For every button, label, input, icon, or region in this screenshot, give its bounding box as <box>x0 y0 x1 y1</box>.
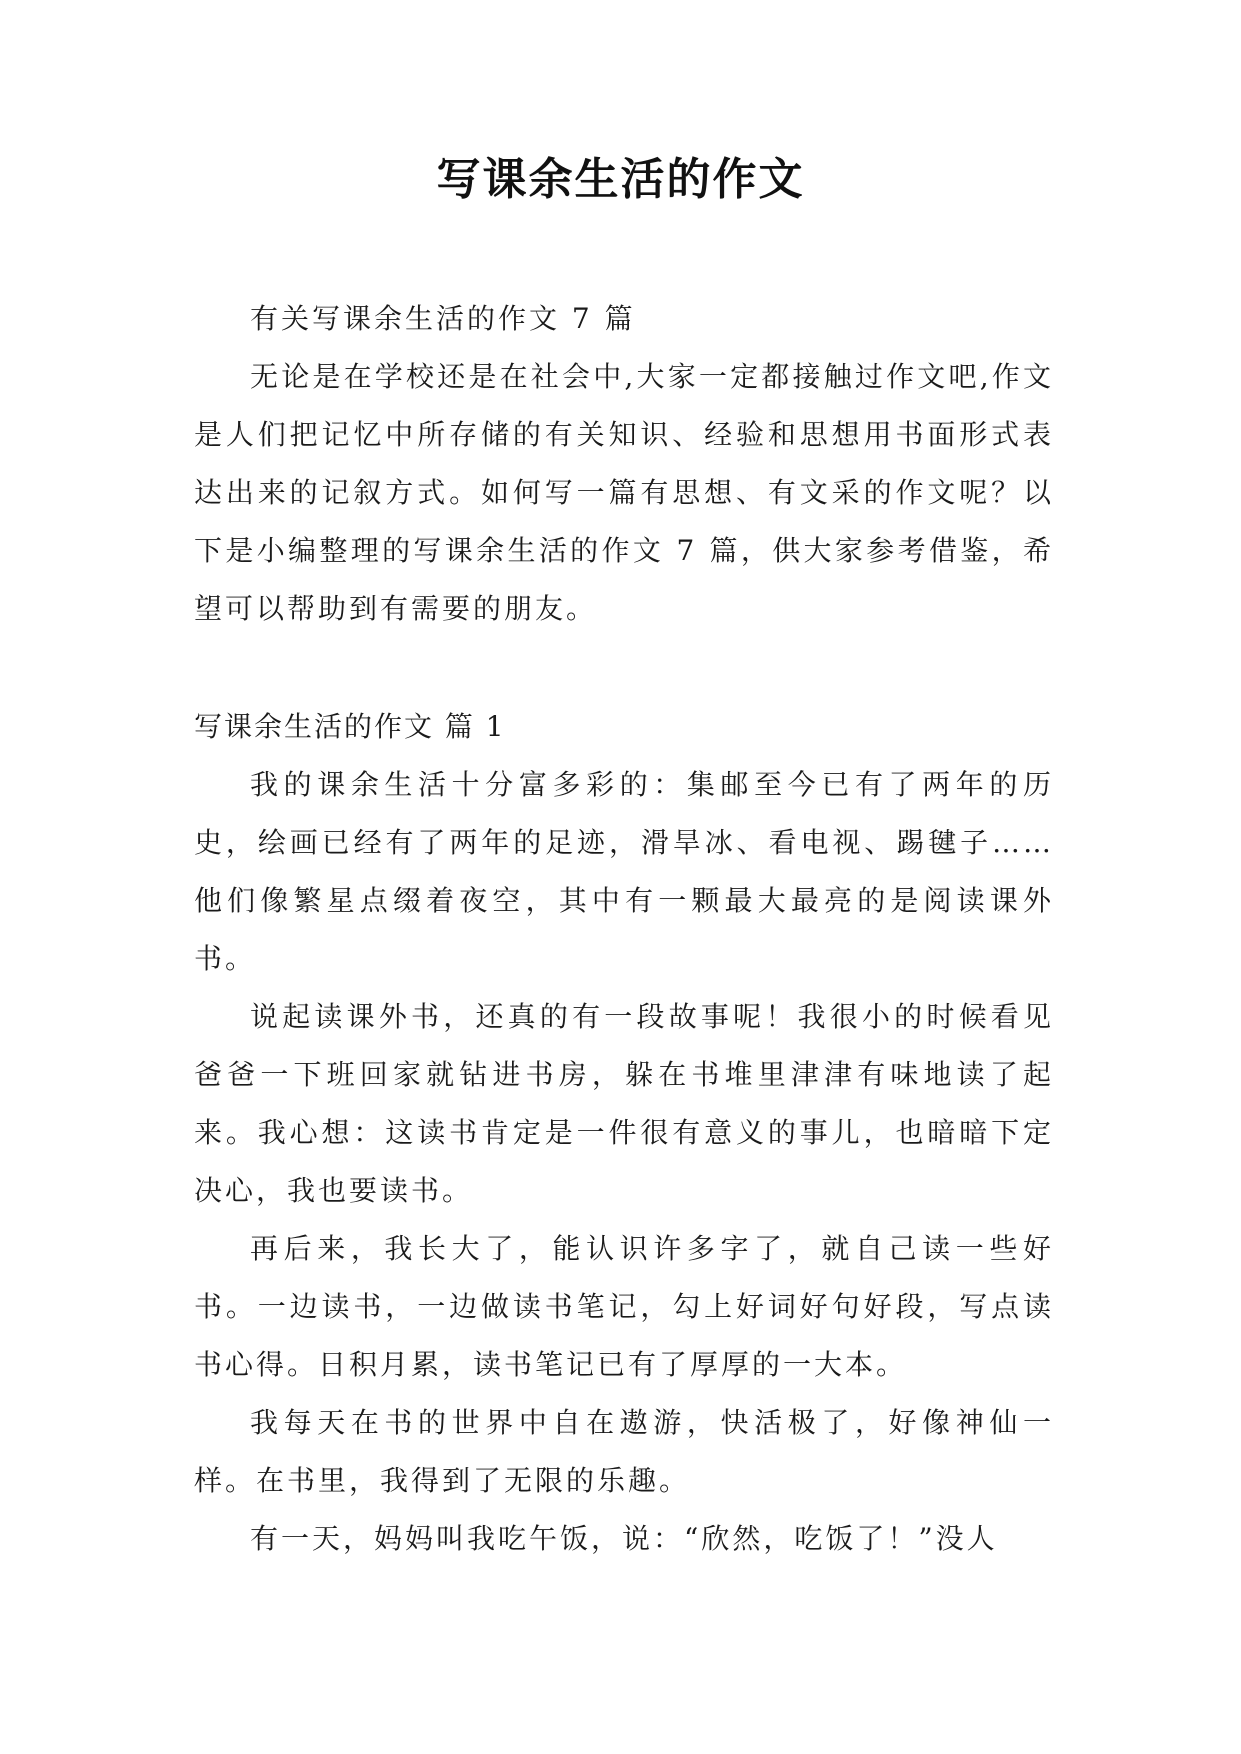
intro-paragraph: 无论是在学校还是在社会中,大家一定都接触过作文吧,作文是人们把记忆中所存储的有关知识、经验和思想用书面形式表达出来的记叙方式。如何写一篇有思想、有文采的作文呢？以下是小编整理的写课余生活的作文 7 篇，供大家参考借鉴，希望可以帮助到有需要的朋友。 <box>194 360 1054 625</box>
paragraph-2: 说起读课外书，还真的有一段故事呢！我很小的时候看见爸爸一下班回家就钻进书房，躲在书堆里津津有味地读了起来。我心想：这读书肯定是一件很有意义的事儿，也暗暗下定决心，我也要读书。 <box>194 1000 1054 1207</box>
paragraph-3: 再后来，我长大了，能认识许多字了，就自己读一些好书。一边读书，一边做读书笔记，勾上好词好句好段，写点读书心得。日积月累，读书笔记已有了厚厚的一大本。 <box>194 1232 1054 1381</box>
section-heading: 写课余生活的作文 篇 1 <box>194 710 506 743</box>
document-subtitle: 有关写课余生活的作文 7 篇 <box>250 302 636 335</box>
paragraph-5: 有一天，妈妈叫我吃午饭，说：“欣然，吃饭了！”没人 <box>250 1522 998 1555</box>
paragraph-1: 我的课余生活十分富多彩的：集邮至今已有了两年的历史，绘画已经有了两年的足迹，滑旱冰、看电视、踢毽子……他们像繁星点缀着夜空，其中有一颗最大最亮的是阅读课外书。 <box>194 768 1054 975</box>
essay-section-1 <box>194 698 1054 1568</box>
paragraph-4: 我每天在书的世界中自在遨游，快活极了，好像神仙一样。在书里，我得到了无限的乐趣。 <box>194 1406 1054 1497</box>
document-title: 写课余生活的作文 <box>436 154 805 205</box>
intro-block <box>194 290 1054 638</box>
